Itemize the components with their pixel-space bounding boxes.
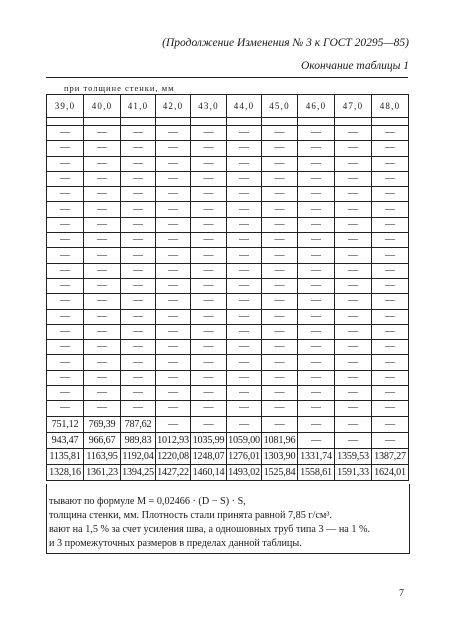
table-cell: —: [227, 324, 262, 339]
table-cell: 1331,74: [298, 448, 335, 464]
table-row: [47, 263, 409, 278]
table-cell: 1081,96: [262, 432, 298, 448]
table-cell: —: [191, 278, 227, 293]
table-cell: —: [227, 355, 262, 370]
table-cell: —: [227, 171, 262, 186]
table-cell: 1163,95: [84, 448, 121, 464]
table-cell: —: [191, 386, 227, 401]
table-cell: —: [191, 309, 227, 324]
table-cell: 1525,84: [262, 464, 298, 480]
note-intermediate-sizes: и 3 промежуточных размеров в пределах данной таблицы.: [49, 538, 302, 549]
table-cell: —: [121, 156, 156, 171]
table-cell: —: [227, 187, 262, 202]
table-cell: —: [262, 126, 298, 141]
table-cell: —: [372, 233, 409, 248]
table-cell: —: [298, 432, 335, 448]
table-cell: —: [335, 386, 372, 401]
table-cell: —: [121, 370, 156, 385]
table-cell: —: [262, 386, 298, 401]
table-cell: —: [227, 294, 262, 309]
table-cell: —: [227, 233, 262, 248]
table-cell: —: [191, 156, 227, 171]
table-cell: 1558,61: [298, 464, 335, 480]
table-cell: —: [227, 217, 262, 232]
table-cell: —: [191, 401, 227, 416]
table-cell: —: [121, 202, 156, 217]
table-cell: —: [335, 355, 372, 370]
table-cell: —: [191, 171, 227, 186]
table-cell: —: [121, 248, 156, 263]
table-cell: —: [191, 126, 227, 141]
table-cell: —: [191, 416, 227, 432]
table-cell: —: [335, 263, 372, 278]
table-cell: —: [372, 278, 409, 293]
table-cell: —: [372, 355, 409, 370]
table-cell: —: [227, 263, 262, 278]
table-cell: 1387,27: [372, 448, 409, 464]
table-cell: —: [298, 126, 335, 141]
table-row: [47, 126, 409, 141]
table-cell: —: [298, 263, 335, 278]
table-cell: —: [121, 278, 156, 293]
table-cell: —: [156, 126, 191, 141]
table-spacer-row: [47, 118, 409, 126]
table-cell: —: [335, 202, 372, 217]
table-cell: —: [47, 248, 84, 263]
table-cell: —: [372, 156, 409, 171]
table-cell: —: [84, 156, 121, 171]
table-cell: 1328,16: [47, 464, 84, 480]
table-cell: —: [372, 126, 409, 141]
table-cell: —: [227, 386, 262, 401]
table-cell: —: [191, 217, 227, 232]
table-row: [47, 187, 409, 202]
table-row: [47, 416, 409, 432]
note-formula: тывают по формуле M = 0,02466 · (D − S) · S,: [49, 496, 246, 507]
table-cell: —: [298, 202, 335, 217]
table-cell: —: [335, 324, 372, 339]
table-row: [47, 217, 409, 232]
table-cell: —: [47, 126, 84, 141]
table-cell: —: [298, 401, 335, 416]
table-cell: —: [335, 126, 372, 141]
table-cell: —: [335, 401, 372, 416]
table-cell: —: [298, 278, 335, 293]
table-cell: —: [335, 217, 372, 232]
table-cell: —: [372, 309, 409, 324]
table-cell: 1359,53: [335, 448, 372, 464]
table-row: [47, 432, 409, 448]
table-cell: —: [298, 248, 335, 263]
table-cell: 1427,22: [156, 464, 191, 480]
table-cell: —: [191, 355, 227, 370]
table-cell: —: [372, 432, 409, 448]
table-row: [47, 171, 409, 186]
table-cell: —: [156, 202, 191, 217]
table-cell: —: [335, 248, 372, 263]
table-cell: —: [227, 340, 262, 355]
table-cell: 1012,93: [156, 432, 191, 448]
table-cell: —: [84, 217, 121, 232]
table-row: [47, 309, 409, 324]
table-cell: 1460,14: [191, 464, 227, 480]
table-cell: —: [227, 156, 262, 171]
column-header: 45,0: [262, 95, 298, 118]
table-cell: —: [262, 355, 298, 370]
table-cell: —: [47, 217, 84, 232]
table-cell: —: [335, 340, 372, 355]
table-cell: 1303,90: [262, 448, 298, 464]
table-cell: —: [335, 416, 372, 432]
table-cell: —: [121, 126, 156, 141]
table-cell: —: [372, 370, 409, 385]
table-cell: —: [262, 370, 298, 385]
table-cell: 943,47: [47, 432, 84, 448]
table-cell: —: [156, 386, 191, 401]
table-cell: —: [191, 233, 227, 248]
table-row: [47, 233, 409, 248]
table-cell: —: [47, 171, 84, 186]
table-cell: —: [84, 401, 121, 416]
table-cell: —: [156, 248, 191, 263]
table-cell: —: [47, 309, 84, 324]
table-cell: —: [156, 171, 191, 186]
table-cell: —: [262, 217, 298, 232]
table-cell: —: [262, 263, 298, 278]
table-cell: —: [156, 340, 191, 355]
table-cell: —: [372, 248, 409, 263]
table-cell: —: [156, 294, 191, 309]
table-cell: —: [47, 263, 84, 278]
table-row: [47, 464, 409, 480]
table-cell: —: [298, 233, 335, 248]
table-row: [47, 324, 409, 339]
table-caption: при толщине стенки, мм: [64, 83, 175, 93]
column-header: 42,0: [156, 95, 191, 118]
table-cell: —: [298, 416, 335, 432]
table-cell: —: [335, 278, 372, 293]
table-cell: —: [298, 156, 335, 171]
table-cell: —: [156, 355, 191, 370]
table-cell: —: [84, 324, 121, 339]
table-cell: —: [84, 248, 121, 263]
table-cell: —: [47, 386, 84, 401]
table-row: [47, 294, 409, 309]
table-cell: —: [156, 324, 191, 339]
table-cell: —: [227, 401, 262, 416]
table-cell: —: [84, 233, 121, 248]
table-cell: —: [47, 141, 84, 156]
table-cell: —: [262, 278, 298, 293]
table-cell: 769,39: [84, 416, 121, 432]
table-cell: —: [298, 171, 335, 186]
table-cell: —: [121, 233, 156, 248]
table-cell: —: [262, 171, 298, 186]
table-cell: —: [262, 416, 298, 432]
table-cell: 966,67: [84, 432, 121, 448]
table-cell: —: [84, 294, 121, 309]
table-cell: —: [298, 370, 335, 385]
column-header: 47,0: [335, 95, 372, 118]
continuation-header: (Продолжение Изменения № 3 к ГОСТ 20295—85): [162, 37, 409, 49]
table-cell: —: [372, 386, 409, 401]
table-cell: —: [47, 156, 84, 171]
table-cell: —: [156, 278, 191, 293]
table-cell: —: [156, 263, 191, 278]
table-cell: —: [47, 202, 84, 217]
table-cell: —: [262, 141, 298, 156]
table-cell: 1276,01: [227, 448, 262, 464]
table-cell: 1493,02: [227, 464, 262, 480]
table-cell: —: [191, 324, 227, 339]
table-cell: —: [191, 202, 227, 217]
table-cell: —: [298, 309, 335, 324]
table-cell: —: [372, 217, 409, 232]
table-cell: —: [84, 171, 121, 186]
table-cell: —: [121, 401, 156, 416]
table-cell: 1135,81: [47, 448, 84, 464]
table-cell: —: [84, 309, 121, 324]
table-cell: —: [47, 340, 84, 355]
table-cell: —: [156, 217, 191, 232]
table-row: [47, 278, 409, 293]
table-cell: —: [47, 187, 84, 202]
table-cell: —: [156, 233, 191, 248]
table-cell: 989,83: [121, 432, 156, 448]
table-header-row: [47, 95, 409, 118]
table-cell: —: [372, 263, 409, 278]
table-cell: 1394,25: [121, 464, 156, 480]
table-cell: —: [372, 324, 409, 339]
table-cell: —: [298, 294, 335, 309]
table-cell: —: [335, 309, 372, 324]
table-cell: 787,62: [121, 416, 156, 432]
table-cell: —: [121, 171, 156, 186]
table-cell: —: [372, 401, 409, 416]
table-cell: —: [156, 309, 191, 324]
table-cell: 1220,08: [156, 448, 191, 464]
pipe-mass-table: [46, 94, 409, 481]
table-cell: —: [121, 340, 156, 355]
table-cell: —: [262, 340, 298, 355]
table-cell: —: [121, 355, 156, 370]
table-cell: —: [262, 187, 298, 202]
table-cell: —: [372, 187, 409, 202]
table-cell: —: [335, 187, 372, 202]
table-row: [47, 141, 409, 156]
table-cell: —: [298, 340, 335, 355]
table-cell: —: [298, 386, 335, 401]
table-cell: —: [156, 401, 191, 416]
table-cell: —: [262, 324, 298, 339]
table-cell: —: [227, 370, 262, 385]
table-cell: —: [156, 156, 191, 171]
table-cell: —: [47, 294, 84, 309]
table-cell: —: [227, 248, 262, 263]
table-cell: —: [47, 370, 84, 385]
table-cell: —: [191, 340, 227, 355]
table-cell: —: [121, 141, 156, 156]
table-cell: —: [262, 309, 298, 324]
table-cell: 1361,23: [84, 464, 121, 480]
column-header: 39,0: [47, 95, 84, 118]
table-cell: —: [121, 217, 156, 232]
table-top-border: [46, 77, 408, 78]
table-cell: —: [84, 386, 121, 401]
table-cell: —: [335, 370, 372, 385]
table-row: [47, 156, 409, 171]
table-row: [47, 401, 409, 416]
table-cell: —: [335, 294, 372, 309]
page-number: 7: [399, 588, 404, 599]
table-cell: —: [84, 355, 121, 370]
table-cell: —: [84, 141, 121, 156]
table-cell: —: [84, 370, 121, 385]
table-cell: —: [227, 126, 262, 141]
table-cell: —: [121, 386, 156, 401]
table-cell: 1624,01: [372, 464, 409, 480]
table-cell: —: [47, 324, 84, 339]
table-cell: —: [156, 370, 191, 385]
table-cell: —: [156, 141, 191, 156]
column-header: 43,0: [191, 95, 227, 118]
table-row: [47, 370, 409, 385]
table-cell: —: [372, 141, 409, 156]
table-cell: —: [335, 432, 372, 448]
table-row: [47, 248, 409, 263]
table-cell: —: [262, 202, 298, 217]
table-cell: 751,12: [47, 416, 84, 432]
note-weld-increase: вают на 1,5 % за счет усиления шва, а одношовных труб типа 3 — на 1 %.: [49, 524, 371, 535]
column-header: 40,0: [84, 95, 121, 118]
table-cell: —: [84, 202, 121, 217]
table-cell: —: [47, 233, 84, 248]
table-cell: 1059,00: [227, 432, 262, 448]
table-cell: —: [191, 370, 227, 385]
table-cell: —: [335, 156, 372, 171]
table-cell: —: [121, 324, 156, 339]
table-cell: —: [262, 401, 298, 416]
table-cell: —: [84, 126, 121, 141]
table-cell: 1192,04: [121, 448, 156, 464]
column-header: 44,0: [227, 95, 262, 118]
table-cell: —: [335, 233, 372, 248]
table-cell: —: [298, 141, 335, 156]
table-cell: —: [191, 294, 227, 309]
table-cell: —: [121, 263, 156, 278]
table-cell: —: [227, 309, 262, 324]
table-cell: —: [227, 202, 262, 217]
table-cell: —: [84, 340, 121, 355]
table-cell: 1591,33: [335, 464, 372, 480]
table-cell: —: [84, 187, 121, 202]
table-cell: —: [156, 416, 191, 432]
table-cell: —: [262, 156, 298, 171]
table-cell: —: [298, 187, 335, 202]
table-cell: —: [121, 309, 156, 324]
table-cell: —: [84, 278, 121, 293]
table-body: [47, 95, 409, 481]
table-cell: —: [191, 141, 227, 156]
table-cell: —: [84, 263, 121, 278]
note-density: толщина стенки, мм. Плотность стали принята равной 7,85 г/см³.: [49, 510, 332, 521]
table-cell: 1248,07: [191, 448, 227, 464]
table-cell: —: [372, 340, 409, 355]
table-end-label: Окончание таблицы 1: [301, 60, 409, 72]
table-cell: —: [156, 187, 191, 202]
table-row: [47, 386, 409, 401]
table-cell: —: [191, 263, 227, 278]
table-cell: —: [262, 248, 298, 263]
table-cell: —: [298, 324, 335, 339]
table-cell: —: [335, 141, 372, 156]
table-cell: —: [227, 141, 262, 156]
table-cell: —: [191, 248, 227, 263]
table-cell: —: [121, 294, 156, 309]
table-cell: —: [227, 278, 262, 293]
table-cell: —: [262, 233, 298, 248]
table-row: [47, 448, 409, 464]
table-cell: —: [372, 294, 409, 309]
table-cell: —: [121, 187, 156, 202]
table-row: [47, 202, 409, 217]
table-cell: —: [372, 202, 409, 217]
table-cell: —: [227, 416, 262, 432]
table-cell: —: [191, 187, 227, 202]
table-cell: —: [47, 401, 84, 416]
table-row: [47, 355, 409, 370]
table-cell: —: [335, 171, 372, 186]
table-cell: —: [262, 294, 298, 309]
table-cell: —: [47, 355, 84, 370]
column-header: 48,0: [372, 95, 409, 118]
table-cell: —: [298, 217, 335, 232]
table-cell: —: [372, 171, 409, 186]
column-header: 41,0: [121, 95, 156, 118]
table-cell: —: [298, 355, 335, 370]
table-row: [47, 340, 409, 355]
table-cell: —: [372, 416, 409, 432]
table-cell: —: [47, 278, 84, 293]
table-cell: 1035,99: [191, 432, 227, 448]
column-header: 46,0: [298, 95, 335, 118]
